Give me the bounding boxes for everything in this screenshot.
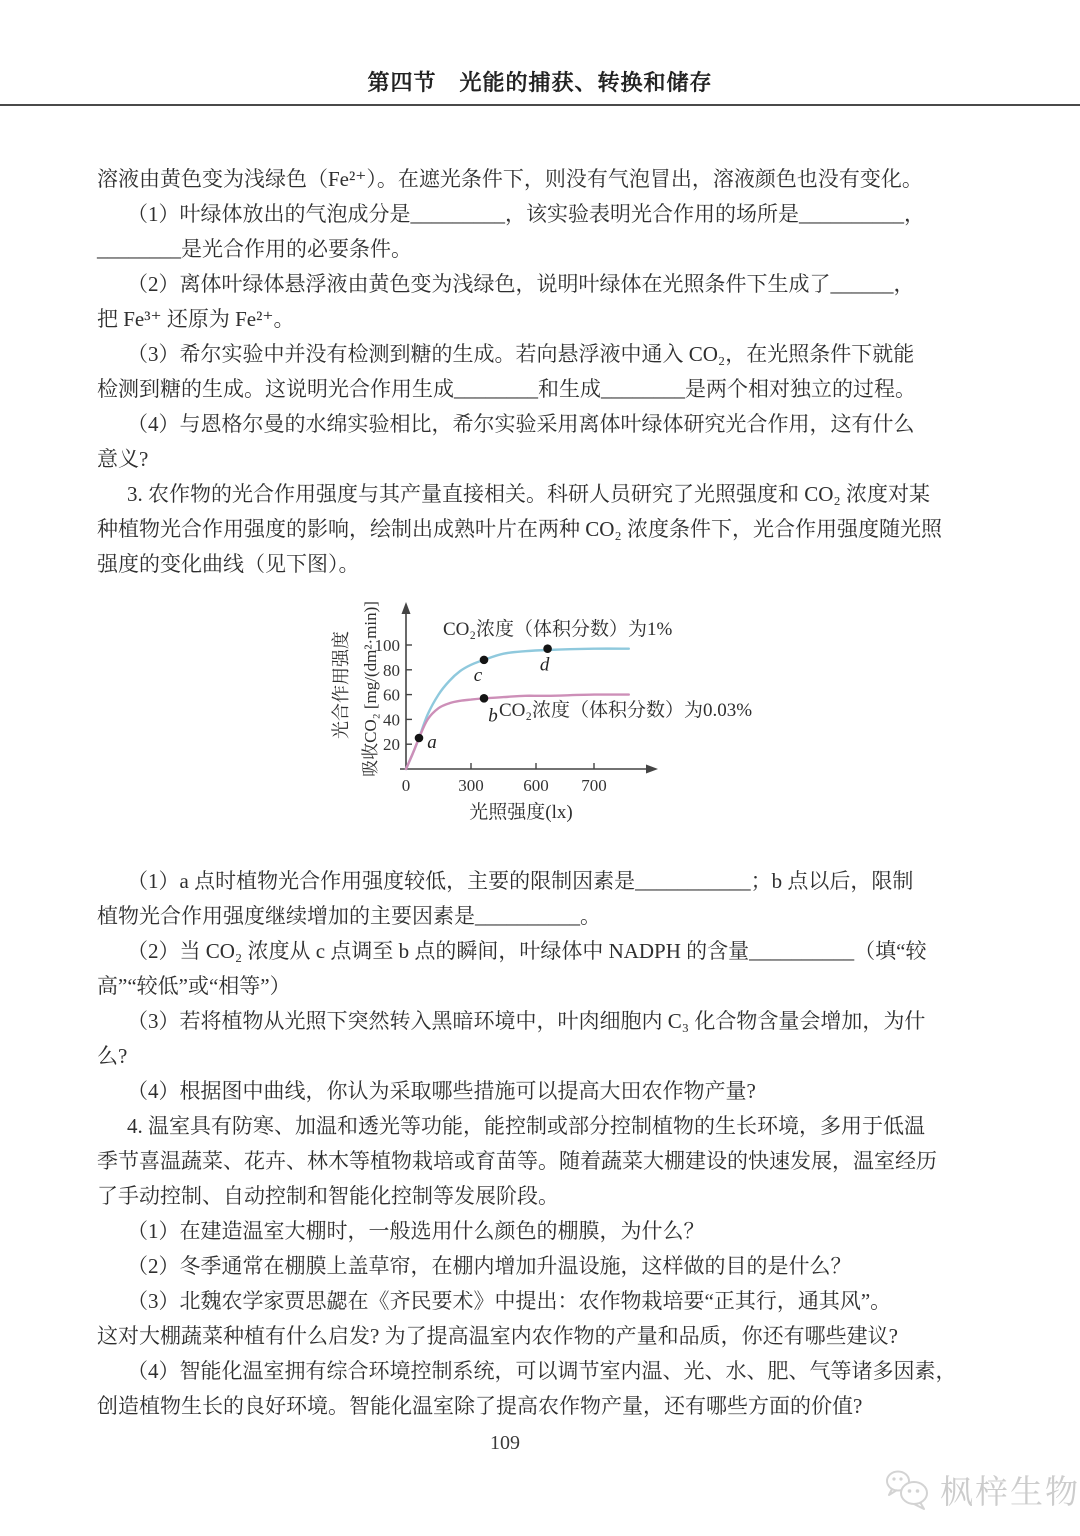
series-label-1-percent: CO₂浓度（体积分数）为1% xyxy=(443,619,673,640)
text-line: 溶液由黄色变为浅绿色（Fe²⁺）。在遮光条件下，则没有气泡冒出，溶液颜色也没有变化。 xyxy=(97,167,923,191)
y-tick-label-80: 80 xyxy=(383,660,400,680)
y-tick-label-20: 20 xyxy=(383,735,400,754)
text-line: （1）a 点时植物光合作用强度较低，主要的限制因素是___________；b 点以后，限制 xyxy=(127,869,914,893)
y-tick-label-40: 40 xyxy=(383,710,400,730)
x-axis-label: 光照强度(lx) xyxy=(469,802,573,823)
y-tick-label-100: 100 xyxy=(374,636,400,655)
text-line: （4）智能化温室拥有综合环境控制系统，可以调节室内温、光、水、肥、气等诸多因素， xyxy=(127,1359,957,1383)
point-d-label: d xyxy=(539,654,550,676)
photosynthesis-light-curve-chart xyxy=(331,597,805,834)
header-divider xyxy=(0,104,1080,106)
text-line: 这对大棚蔬菜种植有什么启发? 为了提高温室内农作物的产量和品质，你还有哪些建议? xyxy=(97,1324,898,1348)
text-line: 种植物光合作用强度的影响，绘制出成熟叶片在两种 CO₂ 浓度条件下，光合作用强度随光照 xyxy=(97,517,942,541)
x-axis-arrow-icon xyxy=(646,765,658,774)
text-line: 检测到糖的生成。这说明光合作用生成________和生成________是两个相对独立的过程。 xyxy=(97,377,916,401)
text-line: （1）叶绿体放出的气泡成分是_________，该实验表明光合作用的场所是__________， xyxy=(127,202,925,226)
x-tick-label-0: 0 xyxy=(401,776,411,795)
wechat-bubbles-icon xyxy=(884,1468,934,1512)
text-line: 把 Fe³⁺ 还原为 Fe²⁺。 xyxy=(97,307,295,331)
text-line: （4）根据图中曲线，你认为采取哪些措施可以提高大田农作物产量? xyxy=(127,1079,756,1103)
page-title: 第四节 光能的捕获、转换和储存 xyxy=(367,70,713,95)
point-c xyxy=(480,656,489,665)
point-b xyxy=(480,694,489,703)
text-line: 植物光合作用强度继续增加的主要因素是__________。 xyxy=(97,904,601,928)
point-a-label: a xyxy=(427,732,437,753)
text-line: （2）冬季通常在棚膜上盖草帘，在棚内增加升温设施，这样做的目的是什么？ xyxy=(127,1254,852,1278)
series-label-003-percent: CO₂浓度（体积分数）为0.03% xyxy=(499,700,753,721)
text-line: 高”“较低”或“相等”） xyxy=(97,974,291,998)
x-tick-label-300: 300 xyxy=(458,776,484,795)
text-line: 创造植物生长的良好环境。智能化温室除了提高农作物产量，还有哪些方面的价值? xyxy=(97,1394,863,1418)
point-d xyxy=(543,644,552,653)
point-b-label: b xyxy=(488,705,498,727)
text-line: （2）离体叶绿体悬浮液由黄色变为浅绿色，说明叶绿体在光照条件下生成了______， xyxy=(127,272,915,296)
text-line: （1）在建造温室大棚时，一般选用什么颜色的棚膜，为什么？ xyxy=(127,1219,705,1243)
text-line: 3. 农作物的光合作用强度与其产量直接相关。科研人员研究了光照强度和 CO₂ 浓度对某 xyxy=(127,482,930,506)
text-line: （3）北魏农学家贾思勰在《齐民要术》中提出：农作物栽培要“正其行，通其风”。 xyxy=(127,1289,892,1313)
text-line: 意义? xyxy=(97,447,149,471)
page-number: 109 xyxy=(490,1432,520,1454)
chart-canvas xyxy=(331,597,805,834)
x-tick-label-700: 700 xyxy=(581,776,607,795)
text-line: 了手动控制、自动控制和智能化控制等发展阶段。 xyxy=(97,1184,559,1208)
body-content xyxy=(97,162,987,1424)
text-line: 4. 温室具有防寒、加温和透光等功能，能控制或部分控制植物的生长环境，多用于低温 xyxy=(127,1114,925,1138)
x-tick-label-600: 600 xyxy=(523,776,549,795)
text-line: 么? xyxy=(97,1044,128,1068)
watermark xyxy=(884,1466,1080,1513)
y-tick-label-60: 60 xyxy=(383,685,400,705)
text-line: 季节喜温蔬菜、花卉、林木等植物栽培或育苗等。随着蔬菜大棚建设的快速发展，温室经历 xyxy=(97,1149,937,1173)
text-line: 强度的变化曲线（见下图）。 xyxy=(97,552,360,576)
y-axis-label-line1: 光合作用强度 xyxy=(331,631,351,739)
text-line: （4）与恩格尔曼的水绵实验相比，希尔实验采用离体叶绿体研究光合作用，这有什么 xyxy=(127,412,915,436)
point-a xyxy=(415,734,424,743)
text-line: （3）若将植物从光照下突然转入黑暗环境中，叶肉细胞内 C₃ 化合物含量会增加，为什 xyxy=(127,1009,926,1033)
text-line: （2）当 CO₂ 浓度从 c 点调至 b 点的瞬间，叶绿体中 NADPH 的含量__________（填“较 xyxy=(127,939,927,963)
text-line: ________是光合作用的必要条件。 xyxy=(97,237,412,261)
y-axis-label-line2: 吸收CO₂ [mg/(dm²·min)] xyxy=(361,601,380,777)
y-axis-arrow-icon xyxy=(402,602,411,614)
watermark-brand-text: 枫梓生物 xyxy=(940,1473,1080,1510)
point-c-label: c xyxy=(473,664,483,686)
text-line: （3）希尔实验中并没有检测到糖的生成。若向悬浮液中通入 CO₂，在光照条件下就能 xyxy=(127,342,915,366)
